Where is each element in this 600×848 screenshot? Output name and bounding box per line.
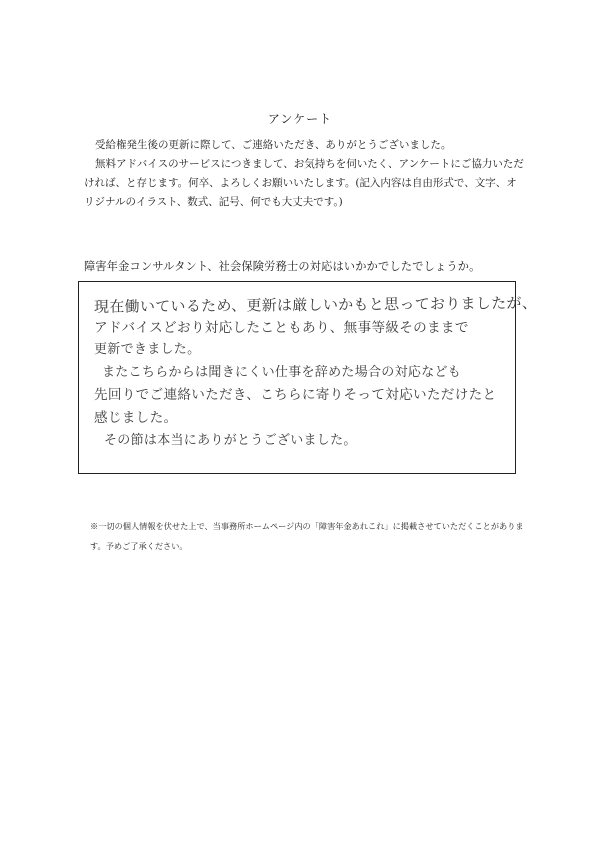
footnote-line-2: す。予めご了承ください。 bbox=[90, 541, 188, 551]
answer-line-4: またこちらからは聞きにくい仕事を辞めた場合の対応なども bbox=[102, 364, 462, 380]
survey-title: アンケート bbox=[267, 112, 333, 126]
intro-text bbox=[84, 136, 524, 212]
answer-line-3: 更新できました。 bbox=[94, 342, 201, 358]
answer-line-5: 先回りでご連絡いただき、こちらに寄りそって対応いただけたと bbox=[94, 387, 497, 404]
answer-line-2: アドバイスどおり対応したこともあり、無事等級そのままで bbox=[94, 319, 469, 336]
answer-line-6: 感じました。 bbox=[94, 409, 178, 426]
answer-line-1: 現在働いているため、更新は厳しいかもと思っておりましたが、 bbox=[93, 294, 538, 316]
intro-line-1: 受給権発生後の更新に際して、ご連絡いただき、ありがとうございました。 bbox=[95, 139, 452, 151]
handwritten-answer bbox=[93, 294, 538, 452]
question-heading: 障害年金コンサルタント、社会保険労務士の対応はいかかでしたでしょうか。 bbox=[84, 260, 481, 273]
footnote-line-1: ※一切の個人情報を伏せた上で、当事務所ホームページ内の「障害年金あれこれ」に掲載させていただくことがありま bbox=[90, 521, 524, 531]
intro-line-2: 無料アドバイスのサービスにつきまして、お気持ちを伺いたく、アンケートにご協力いただければ、と存じます。何卒、よろしくお願いいたします。(記入内容は自由形式で、文字、オリジナルのイラスト、数式、記号、何でも大丈夫です。) bbox=[84, 158, 524, 208]
answer-line-7: その節は本当にありがとうございました。 bbox=[104, 432, 357, 448]
footnote bbox=[90, 516, 540, 556]
